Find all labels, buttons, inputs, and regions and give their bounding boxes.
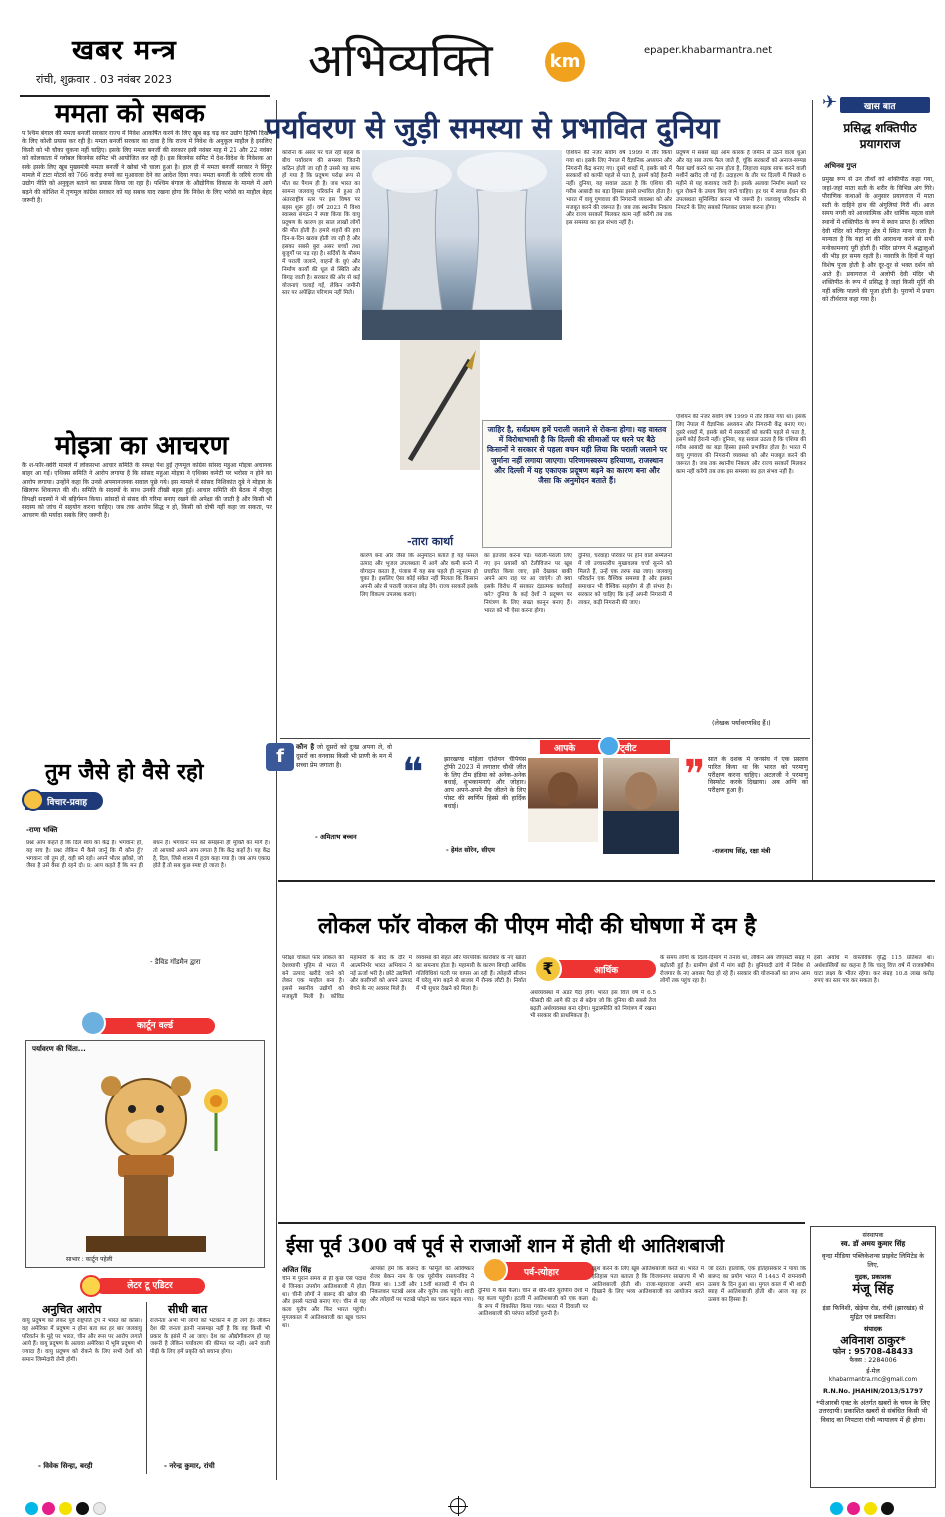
vichar-icon bbox=[22, 789, 44, 811]
editorial1-title: ममता को सबक bbox=[55, 99, 205, 129]
khas-baat-tag bbox=[840, 97, 930, 113]
vocal-col2: व्यवस्था की सेहत और पारंपरिक कारोबार के नए खातों का समन्वय होता है। महामारी के कारण बिगड़ी आर्थिक गतिविधियां पटरी पर वापस आ रही हैं। त्योहारी सीजन में घरेलू मांग बढ़ने से बाजार में रौनक लौटी है। निर्यात में भी सुधार देखने को मिला है। bbox=[416, 955, 526, 993]
vocal-col3: अर्थव्यवस्था में अंडरे पैदा होंगे। भारत इस वित्त वर्ष में 6.5 फीसदी की आगे की दर से बढ़ेगा जो कि दुनिया की सबसे तेज बढ़ती अर्थव्यवस्था बना रहेगा। मुद्रास्फीति को नियंत्रण में रखना भी सरकार की प्राथमिकता है। bbox=[530, 990, 656, 1020]
cartoon-tag bbox=[95, 1018, 215, 1034]
lead-bottom-rule bbox=[280, 738, 810, 739]
lead-quote-box bbox=[482, 420, 672, 548]
vocal-headline: लोकल फॉर वोकल की पीएम मोदी की घोषणा में दम है bbox=[318, 913, 757, 939]
pen-drawing bbox=[400, 340, 480, 470]
registration-crosshair-icon bbox=[450, 1498, 466, 1514]
dateline: रांची, शुक्रवार . 03 नवंबर 2023 bbox=[36, 73, 173, 86]
vocal-tag bbox=[548, 960, 656, 978]
khas-baat-label: खास बात bbox=[864, 102, 896, 112]
imprint-address: इंडा फिनिशी, खेड़ेया रोड, रांची (झारखंड) से मुद्रित एवं प्रकाशित। bbox=[822, 1303, 924, 1321]
facebook-icon: f bbox=[266, 743, 294, 771]
rupee-icon: ₹ bbox=[534, 955, 562, 983]
kaun-text: जो दूसरों को दुःख अपना ले, वो दूसरों का वनवास किसी भी प्राणी के मन में सच्चा प्रेम जगाता है। bbox=[296, 744, 392, 769]
imprint-rni: R.N.No. JHAHIN/2013/51797 bbox=[822, 1387, 924, 1396]
letter2-body: राजनेता अभी भी लोगों को भटकाने में ही लगे हैं। लेकिन देश की जनता इतनी नासमझ नहीं है कि वह किसी भी प्रकार के झांसे में आ जाए। देश का औद्योगीकरण हो यह जरूरी है लेकिन पर्यावरण की कीमत पर नहीं। आने वाली पीढ़ी के लिए हमें प्रकृति को बचाना होगा। bbox=[150, 1318, 270, 1356]
imprint-email-label: ई-मेल bbox=[866, 1366, 880, 1375]
vichar-title: तुम जैसे हो वैसे रहो bbox=[45, 759, 204, 785]
kaun-box bbox=[260, 743, 392, 829]
editorial1-body: प श्चिम बंगाल की ममता बनर्जी सरकार राज्य में निवेश आकर्षित करने के लिए खूब बढ़ चढ़ कर उद्योग हितैषी दिखने के लिए कोशी प्रयास कर रही है। ममता बनर्जी सरकार का दावा है कि राज्य में निवेश के अनुकूल माहौल है इसलिए किसी को भी चौका चुकना नहीं चाहिए। इसके लिए ममता बनर्जी की सरकार इसी नवंबर माह में 21 और 22 नवंबर को कोलकाता में ग्लोबल बिजनेस समिट भी आयोजित कर रही है। इस बिजनेस समिट में देश-विदेश के निवेशक आ सके इसके लिए खूब मुख्यमंत्री ममता बनर्जी ने खोबां भी चाला हुआ है। हाल ही में ममता बनर्जी सरकार ने सिंगूर मामले में टाटा मोटर्स को 766 करोड़ रुपये का मुआवजा देने का आदेश दिया गया। ममता बनर्जी के जरिये राज्य की उद्योग नीति को अनुकूल बताने का प्रयास किया जा रहा है। पश्चिम बंगाल के औद्योगिक विकास के मामले में आगे बढ़ने की कोशिश में तृणमूल कांग्रेस सरकार को यह सबक याद रखना होगा कि निवेश के लिए भरोसे का माहौल बेहद जरूरी है। bbox=[22, 130, 272, 205]
fireworks-col5: जाँ दरते। हालांकि, एक इतिहासकार ने पाया कि बारूद का प्रयोग भारत में 1443 में रामनवमी उत्सव के दिन हुआ था। मुगल काल में भी शादी ब्याह में आतिशबाजी होती थी। आज यह हर उत्सव का हिस्सा है। bbox=[708, 1266, 806, 1304]
vocal-col4: के समय लोगों के दिलो-दिमाग में तनाव था, लेकिन अब जीएसटी संग्रह में बढ़ोतरी हुई है। ग्रामीण क्षेत्रों में मांग बढ़ी है। बुनियादी ढांचे में निवेश से रोजगार के नए अवसर पैदा हो रहे हैं। सरकार की योजनाओं का लाभ आम लोगों तक पहुंच रहा है। bbox=[660, 955, 810, 985]
power-plant-drawing bbox=[362, 150, 562, 340]
fireworks-col3: दुनिया में कैसे फैला। चीन से धीरे-धीरे यूरोपीय देशों में यह कला पहुंची। इटली में आतिशबाजी को एक कला के रूप में विकसित किया गया। भारत में दिवाली पर आतिशबाजी की परंपरा सदियों पुरानी है। bbox=[478, 1288, 588, 1318]
fireworks-tag-label: पर्व-त्योहार bbox=[524, 1268, 559, 1278]
letter1-body: वायु प्रदूषण को लेकर पूर्व राष्ट्रपति ट्रंप ने भारत को कोसा। वह अमेरिका में प्रदूषण न होना बता कर हर बार जलवायु परिवर्तन के मुद्दे पर भारत, चीन और रूस पर आरोप लगाते आये हैं। वायु प्रदूषण के अलावा अमेरिका में भूमि प्रदूषण भी ज्यादा है। वायु प्रदूषण को रोकने के लिए सभी देशों को समान जिम्मेदारी लेनी होगी। bbox=[22, 1318, 142, 1363]
letters-envelope-icon bbox=[80, 1275, 102, 1297]
lead-photo-power-plant bbox=[362, 150, 562, 340]
cartoon-drawing bbox=[26, 1041, 265, 1268]
cartoon-tag-label: कार्टून वर्ल्ड bbox=[136, 1021, 174, 1031]
prayagraj-title: प्रसिद्ध शक्तिपीठ प्रयागराज bbox=[843, 121, 917, 151]
lead-quote: जाहिर है, सर्वप्रथम हमें पराली जलाने से रोकना होगा। यह वास्तव में विरोधाभासी है कि दिल्ली की सीमाओं पर धरने पर बैठे किसानों ने सरकार से पहला वचन यही लिया कि पराली जलाने पर जुर्माना नहीं लगाया जाएगा। परिणामस्वरूप हरियाणा, राजस्थान और दिल्ली में यह एकाएक प्रदूषण बढ़ने का कारण बना और जैसा कि अनुमोदन बताते हैं। bbox=[487, 425, 667, 486]
letters-tag bbox=[95, 1278, 205, 1294]
imprint-printer: मंजू सिंह bbox=[852, 1281, 894, 1297]
letter1-title: अनुचित आरोप bbox=[42, 1303, 102, 1316]
tweet1-author: - हेमंत सोरेन, सीएम bbox=[446, 846, 495, 854]
tweet1-photo bbox=[528, 758, 598, 842]
lead-headline: पर्यावरण से जुड़ी समस्या से प्रभावित दुनिया bbox=[265, 111, 720, 145]
lead-col6: दुनिया, चरवाहा परिवार पर होने वाले सम्मेलनों में जो उच्चस्तरीय मुखावलब चर्चा सुनने को मिलते हैं, उन्हें एक तरफ रख जाए। जलवायु परिवर्तन एक वैश्विक समस्या है और इसका समाधान भी वैश्विक सहयोग से ही संभव है। सरकार को चाहिए कि इन्हें अपनी निगरानी में लाकर, कड़ी निगरानी की जाए। bbox=[578, 553, 672, 606]
tweets-label-right: ट्वीट bbox=[620, 744, 637, 754]
lead-col3: प्रदूषण में सबसे बड़ा आम कारक है जमीन से उठने वाला धुआं और यह सब तरफ फैल जाते हैं, चूंकि सरकारों को अनाज-सम्पन्न पैसा खर्च करने का नाम होता है, लिहाजा सड़क साफ करने वाली मशीनें खरीद ली गई हैं। उदाहरण के तौर पर दिल्ली में पिछले 6 महीने से यह कवायद जारी है। इसके अलावा निर्माण स्थलों पर धूल रोकने के उपाय किए जाने चाहिए। हर घर में स्वच्छ ईंधन की उपलब्धता सुनिश्चित करना भी जरूरी है। जलवायु परिवर्तन से निपटने के लिए सबको मिलकर प्रयास करना होगा। bbox=[676, 150, 806, 211]
section-title: अभिव्यक्ति bbox=[308, 33, 493, 87]
imprint-founder: स्व. डॉ अमय कुमार सिंह bbox=[840, 1238, 906, 1248]
tweet2-quote-icon: ❞ bbox=[684, 752, 706, 798]
imprint-box bbox=[810, 1226, 936, 1488]
vocal-tag-label: आर्थिक bbox=[594, 966, 619, 976]
tweet2-photo bbox=[603, 758, 679, 854]
right-column-rule bbox=[812, 100, 813, 880]
fireworks-headline: ईसा पूर्व 300 वर्ष पूर्व से राजाओं शान में होती थी आतिशबाजी bbox=[286, 1235, 725, 1257]
upper-section-rule bbox=[278, 880, 935, 882]
vocal-col5: इसी अवधि में वास्तविक वृद्धि 115 प्रतिशत था। अर्थशास्त्रियों का कहना है कि चालू वित्त वर्ष में राजकोषीय घाटा लक्ष्य के भीतर रहेगा। कर संग्रह 10.8 लाख करोड़ रुपए का स्तर पार कर सकता है। bbox=[814, 955, 934, 985]
letter2-author: - नरेन्द्र कुमार, रांची bbox=[164, 1462, 215, 1470]
fireworks-col1: चीन में पुराने समय से ही कुछ ऐसे पदार्थ थे जिनका उपयोग आतिशबाजी में होता था। चीनी लोगों ने बारूद की खोज की और इससे पटाखे बनाए गए। चीन से यह कला यूरोप और फिर भारत पहुंची। मुगलकाल में आतिशबाजी का खूब चलन था। bbox=[282, 1276, 366, 1329]
epaper-url[interactable]: epaper.khabarmantra.net bbox=[644, 45, 773, 56]
prayagraj-byline: अभिनव गुप्त bbox=[824, 162, 857, 170]
fireworks-tag bbox=[496, 1262, 594, 1280]
fireworks-col4: खुश करने के लिए खूब आतिशबाजी करते थे। भारत में इतिहास पता बताता है कि विजयनगर साम्राज्य में भी आतिशबाजी होती थी। राजा-महाराजा अपनी शान दिखाने के लिए भव्य आतिशबाजी का आयोजन करते थे। bbox=[592, 1266, 704, 1304]
newspaper-logo: खबर मन्त्र bbox=[72, 35, 177, 66]
vichar-body: प्रश्नः आप कहते हैं कि दिल स्वयं का केंद्र है। भगवानः हाँ, यह सच है। प्रश्नः लेकिन मैं कैसे जानूँ कि मैं कौन हूँ? भगवानः जो तुम हो, वही बने रहो। अपने भीतर झाँको, जो जैसा है उसे वैसा ही रहने दो। प्र: आप कहते हैं कि मन ही बंधन है। भगवानः मन को समझना ही मुक्ति का मार्ग है। तो आपको अपने आप लगता है कि केंद्र कहाँ है। यह केंद्र है, दिल, जिसे शास्त्र में हृदय कहा गया है। जब आप एकाग्र होते हैं तो सब कुछ स्पष्ट हो जाता है। bbox=[26, 840, 270, 870]
color-registration-dots-right bbox=[830, 1500, 898, 1517]
cartoon-credit: साभार : कार्टून पहेली bbox=[66, 1256, 113, 1263]
tweet1-text: झारखण्ड महिला एशियन चैंपियंस ट्रॉफी 2023 में लगातार चौथी जीत के लिए टीम इंडिया को अनेक-अनेक बधाई, शुभकामनाएं और जोहार। आप अपने-अपने मैच जीतने के लिए पोस्ट की स्वर्णिम हिस्से की हार्दिक बधाई। bbox=[444, 756, 526, 810]
diya-icon bbox=[482, 1257, 508, 1283]
lead-col3b bbox=[676, 414, 806, 714]
fireworks-byline: अजित सिंह bbox=[282, 1266, 312, 1274]
imprint-printer-label: मुद्रक, प्रकाशक bbox=[854, 1273, 892, 1282]
airplane-icon: ✈ bbox=[822, 92, 838, 113]
brand-logo-icon: km bbox=[545, 42, 585, 82]
imprint-publisher-note: वृन्दा मीडिया पब्लिकेशन्स प्राइवेट लिमिटेड के लिए, bbox=[821, 1252, 925, 1269]
imprint-note: *पीआरबी एक्ट के अंतर्गत खबरों के चयन के लिए उत्तरदायी। प्रकाशित खबरों से संबंधित किसी भी विवाद का निपटारा रांची न्यायालय में ही होगा। bbox=[816, 1398, 930, 1424]
editorial2-title: मोइत्रा का आचरण bbox=[55, 431, 229, 461]
cartoon-panel bbox=[25, 1040, 265, 1268]
lead-photo-pen bbox=[400, 340, 480, 470]
imprint-email[interactable]: khabarmantra.rnc@gmail.com bbox=[828, 1376, 918, 1383]
kaun-label: कौन है bbox=[296, 743, 315, 751]
color-registration-dots-left bbox=[25, 1500, 110, 1517]
cartoon-caption: पर्यावरण की चिंता... bbox=[32, 1045, 86, 1053]
lead-col5: का इंतजार करना पड़े। पराली-पराली लिए गए इन प्रयासों को टेलीविजन पर खूब प्रचारित किया जाए, इसे देखकर बाकी अपने आप राह पर आ जाएंगे। तो क्या इसके विरोध में सरकार दंडात्मक कार्रवाई करे? दुनिया के कई देशों ने प्रदूषण पर नियंत्रण के लिए सख्त कानून बनाए हैं। भारत को भी ऐसा करना होगा। bbox=[484, 553, 572, 614]
fireworks-col2: आपको हमें कि बारूद के फॉर्मूले को आविष्कार रोजर बेकन नाम के एक यूरोपीय रसायनविद ने किया था। 13वीं और 15वीं शताब्दी में चीन से निकलकर पटाखे अरब और यूरोप तक पहुंचे। शादी और त्योहारों पर पटाखे फोड़ने का चलन बढ़ता गया। bbox=[370, 1266, 474, 1304]
vocal-col1: परीक्षा चोकल फॉर लोकल की देशव्यापी मुहिम से भारत में बने उत्पाद खरीदे जाने को लेकर एक माहौल बना है। इससे स्थानीय उद्योगों को मजबूती मिली है। कोविड महामारी के बाद के दौर में आत्मनिर्भर भारत अभियान ने नई ऊर्जा भरी है। छोटे उद्यमियों और कारीगरों को अपने उत्पाद बेचने के नए अवसर मिले हैं। bbox=[282, 955, 412, 1000]
cartoon-globe-icon bbox=[80, 1010, 106, 1036]
imprint-founder-label: संस्थापक bbox=[862, 1231, 884, 1239]
imprint-fax: फैक्स : 2284006 bbox=[849, 1356, 897, 1365]
lead-col4: कारण बना और जैसा कि अनुमोदन बताते हैं यह फसल उत्पाद और भूजल उपलब्धता में आगे और कमी बनने में योगदान करता है, पंजाब में यह सब पहले ही न्यूनतम हो चुका है। इसलिए ऐसा कोई संकेत नहीं मिलता कि किसान अपनी ओर से पराली जलाना छोड़ देंगे। राज्य सरकारें इसके लिए विकल्प उपलब्ध कराएं। bbox=[360, 553, 478, 598]
letter2-title: सीधी बात bbox=[168, 1303, 208, 1316]
tweet2-author: -राजनाथ सिंह, रक्षा मंत्री bbox=[712, 847, 771, 855]
lead-col1: कोरोना के असर पर चल रही बहस के बीच पर्यावरण की समस्या जितनी कठिन होती जा रही है उससे यह साफ हो गया है कि प्रदूषण परोक्ष रूप से मौत का पैगाम ही है। जब भारत का सामना जलवायु परिवर्तन से हुआ तो अंतरराष्ट्रीय स्तर पर इस विषय पर बहस शुरू हुई। वर्ष 2023 में विश्व स्वास्थ्य संगठन ने स्पष्ट किया कि वायु प्रदूषण के कारण हर साल लाखों लोगों की मौत होती है। हमारे शहरों की हवा दिन-ब-दिन खराब होती जा रही है और इसका सबसे बुरा असर बच्चों तथा बुजुर्गों पर पड़ रहा है। सर्दियों के मौसम में पराली जलाने, वाहनों के धुएं और निर्माण कार्यों की धूल से स्थिति और बिगड़ जाती है। सरकार की ओर से कई योजनाएं चलाई गईं, लेकिन जमीनी स्तर पर अपेक्षित परिणाम नहीं मिले। bbox=[282, 150, 360, 297]
lower-section-rule bbox=[278, 1222, 805, 1224]
imprint-phone: फोन : 95708-48433 bbox=[832, 1346, 914, 1356]
lead-col3b-text: एशियन की नजर सर्वांग वर्ष 1999 में तौर किया गया था। इसके लिए नेपाल में वैज्ञानिक अध्ययन और निगरानी केंद्र बनाए गए। दूसरे शब्दों में, इसके बारे में सरकारों को काफी पहले से पता है, इसमें कोई हैरानी नहीं। दुनिया, यह सवाल उठता है कि एशिया की गरीब आबादी का बड़ा हिस्सा इससे प्रभावित होता है। भारत में वायु गुणवत्ता की निगरानी व्यवस्था को और मजबूत करने की जरूरत है। जब तक स्थानीय निकाय और राज्य सरकारें मिलकर काम नहीं करेंगी तब तक इस समस्या का हल संभव नहीं है। bbox=[676, 414, 806, 475]
letter1-author: - विवेक सिन्हा, बरही bbox=[38, 1462, 93, 1470]
tweets-label-left: आपके bbox=[554, 744, 576, 754]
letters-tag-label: लेटर टू एडिटर bbox=[127, 1281, 173, 1291]
letters-divider bbox=[146, 1302, 147, 1474]
vichar-byline: -राणा भक्ति bbox=[26, 826, 58, 834]
tweet2-text: सात के दशक में जनसंघ ने एक प्रस्ताव पारित किया था कि भारत को परमाणु परीक्षण करना चाहिए। अटलजी ने परमाणु विस्फोट करके दिखाया। अब अग्नि का परीक्षण हुआ है। bbox=[708, 756, 808, 795]
imprint-editor-label: संपादक bbox=[864, 1325, 882, 1334]
lead-author: -तारा कार्था bbox=[407, 535, 454, 548]
lead-col2: एशियन की नजर सर्वांग वर्ष 1999 में तौर किया गया था। इसके लिए नेपाल में वैज्ञानिक अध्ययन और निगरानी केंद्र बनाए गए। दूसरे शब्दों में, इसके बारे में सरकारों को काफी पहले से पता है, इसमें कोई हैरानी नहीं। दुनिया, यह सवाल उठता है कि एशिया की गरीब आबादी का बड़ा हिस्सा इससे प्रभावित होता है। भारत में वायु गुणवत्ता की निगरानी व्यवस्था को और मजबूत करने की जरूरत है। जब तक स्थानीय निकाय और राज्य सरकारें मिलकर काम नहीं करेंगी तब तक इस समस्या का हल संभव नहीं है। bbox=[566, 150, 672, 227]
kaun-author: - अमिताभ बच्चन bbox=[315, 833, 357, 841]
vichar-tag-label: विचार-प्रवाह bbox=[47, 798, 88, 808]
twitter-bird-icon bbox=[598, 735, 620, 757]
lead-byline: (लेखक पर्यावरणविद हैं।) bbox=[712, 719, 771, 727]
prayagraj-body: प्रमुख रूप से उन तीर्थों को शक्तिपीठ कहा गया, जहां-जहां माता सती के शरीर के विभिन्न अंग गिरे। पौराणिक कथाओं के अनुसार प्रयागराज में माता सती के दाहिने हाथ की अंगुलियां गिरी थीं। आज समय नगरी को आध्यात्मिक और धार्मिक महत्व वाले स्थानों में शक्तिपीठ के रूप में स्थान प्राप्त है। ललिता देवी मंदिर को मीरापुर क्षेत्र में स्थित माना जाता है। मान्यता है कि यहां मां की आराधना करने से सभी मनोकामनाएं पूरी होती हैं। मंदिर प्रांगण में श्रद्धालुओं की भीड़ हर समय रहती है। नवरात्रि के दिनों में यहां विशेष पूजा होती है और दूर-दूर से भक्त दर्शन को आते हैं। प्रयागराज में अलोपी देवी मंदिर भी शक्तिपीठ के रूप में प्रसिद्ध है जहां किसी मूर्ति की नहीं बल्कि पालने की पूजा होती है। पुराणों में प्रयाग को तीर्थराज कहा गया है। bbox=[822, 176, 934, 304]
imprint-editor: अविनाश ठाकुर* bbox=[840, 1333, 906, 1347]
editorial2-body: कै श-फॉर-क्वेरी मामले में लोकसभा आचार समिति के समक्ष पेश हुईं तृणमूल कांग्रेस सांसद महुआ मोइत्रा अचानक बाहर आ गईं। एथिक्स समिति ने आरोप लगाया है कि सांसद महुआ मोइत्रा ने एथिक्स कमेटी पर भरोसा न होने का आरोप लगाया। उन्होंने कहा कि उनसे अपमानजनक सवाल पूछे गये। इस मामले में सांसद निशिकांत दुबे ने मोइत्रा के खिलाफ शिकायत की थी। समिति के सदस्यों के साथ उनकी तीखी बहस हुई। आचार समिति की बैठक में मौजूद विपक्षी सदस्यों ने भी बहिर्गमन किया। सांसदों से संसद की गरिमा बनाए रखने की अपेक्षा की जाती है और किसी भी सदस्य को जांच में सहयोग करना चाहिए। जब तक आरोप सिद्ध न हो, किसी को दोषी नहीं कहा जा सकता, पर आचरण की मर्यादा सबके लिए जरूरी है। bbox=[22, 462, 272, 520]
vichar-signoff: - डैविड गॉडमैन द्वारा bbox=[150, 958, 201, 966]
tweet1-quote-icon: ❝ bbox=[402, 750, 424, 796]
